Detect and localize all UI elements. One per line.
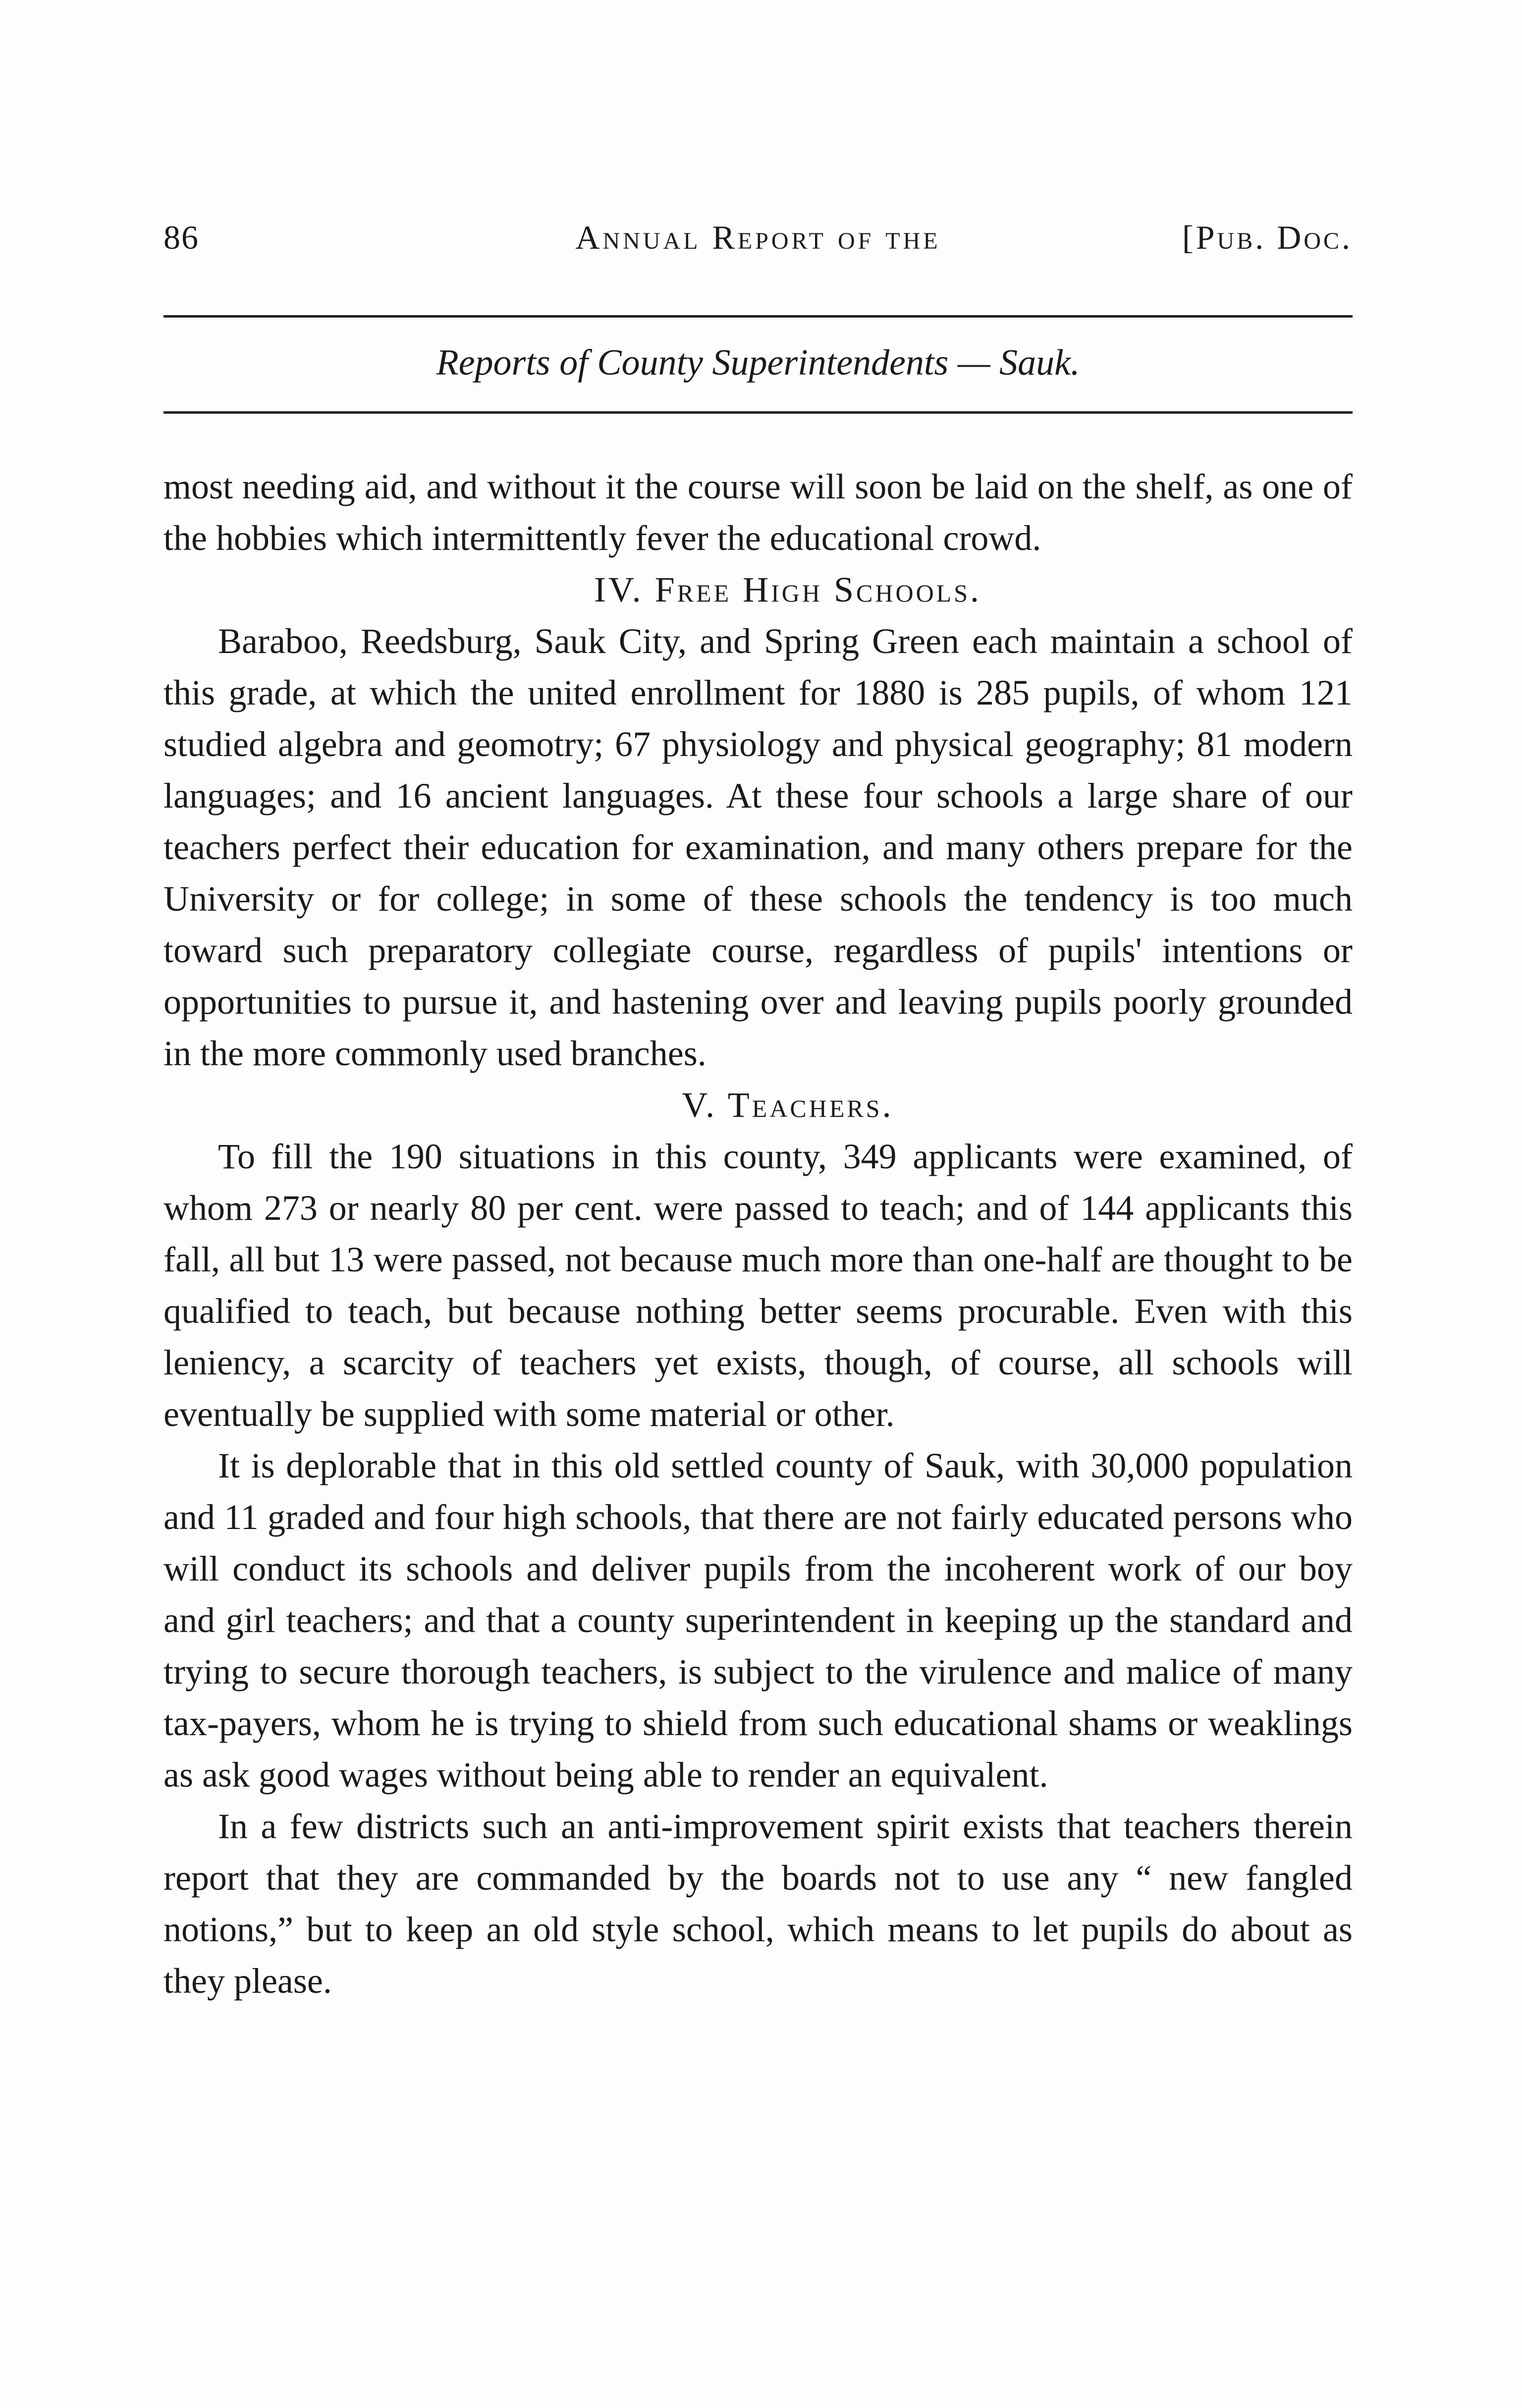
paragraph-anti-improvement: In a few districts such an anti-improvement spirit exists that teachers therein report that they are commanded by the boards not to use any “ new fangled notions,” but to keep an old style school, which means to let pupils do about as they please. (163, 1806, 1353, 2001)
header-rule-top (163, 315, 1353, 318)
section-subtitle: Reports of County Superintendents — Sauk. (436, 342, 1080, 383)
section-heading-teachers: V. Teachers. (682, 1085, 894, 1125)
paragraph-free-high-schools: Baraboo, Reedsburg, Sauk City, and Spring Green each maintain a school of this grade, at which the united enrollment for 1880 is 285 pupils, of whom 121 studied algebra and geomotry; 67 physiology and physical geography; 81 modern languages; and 16 ancient languages. At these four schools a large share of our teachers perfect their education for examination, and many others prepare for the University or for college; in some of these schools the tendency is too much toward such preparatory collegiate course, regardless of pupils' intentions or opportunities to pursue it, and hastening over and leaving pupils poorly grounded in the more commonly used branches. (163, 621, 1353, 1073)
paragraph-continued: most needing aid, and without it the course will soon be laid on the shelf, as one of the hobbies which intermittently fever the educational crowd. (163, 467, 1353, 558)
document-reference: [Pub. Doc. (1182, 219, 1353, 256)
running-title: Annual Report of the (575, 219, 941, 256)
page-header (163, 218, 1353, 263)
header-rule-bottom (163, 411, 1353, 414)
body-text (163, 461, 1353, 2007)
paragraph-teachers-deplorable: It is deplorable that in this old settled county of Sauk, with 30,000 population and 11 graded and four high schools, that there are not fairly educated persons who will conduct its schools and deliver pupils from the incoherent work of our boy and girl teachers; and that a county superintendent in keeping up the standard and trying to secure thorough teachers, is subject to the virulence and malice of many tax-payers, whom he is trying to shield from such educational shams or weaklings as ask good wages without being able to render an equivalent. (163, 1446, 1353, 1795)
paragraph-teachers-examination: To fill the 190 situations in this county, 349 applicants were examined, of whom 273 or nearly 80 per cent. were passed to teach; and of 144 applicants this fall, all but 13 were passed, not because much more than one-half are thought to be qualified to teach, but because nothing better seems procurable. Even with this leniency, a scarcity of teachers yet exists, though, of course, all schools will eventually be supplied with some material or other. (163, 1137, 1353, 1434)
page-number: 86 (163, 219, 199, 256)
section-heading-free-high-schools: IV. Free High Schools. (594, 570, 982, 609)
